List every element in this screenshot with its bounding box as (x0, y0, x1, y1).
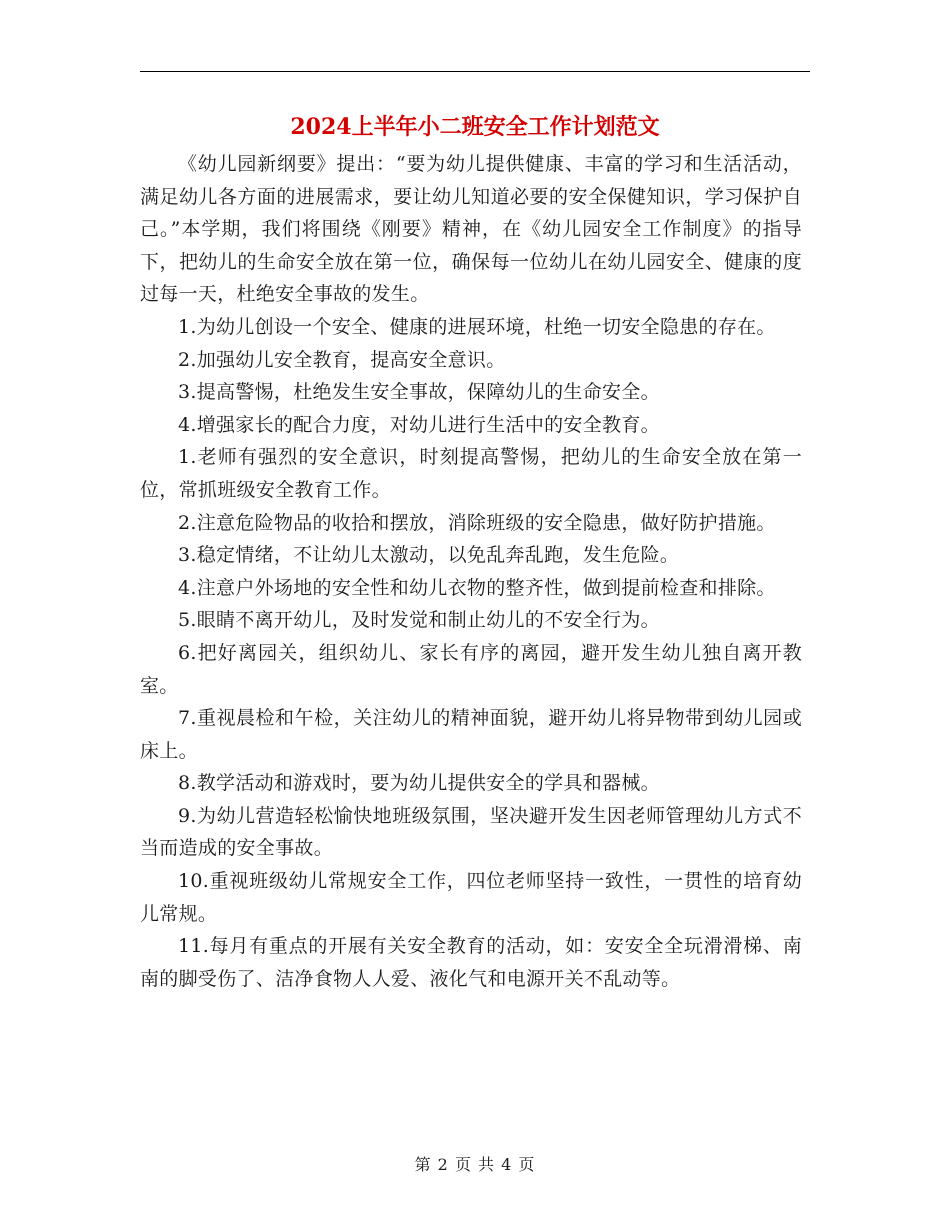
goal-item: 1.为幼儿创设一个安全、健康的进展环境，杜绝一切安全隐患的存在。 (178, 315, 776, 338)
document-body (140, 148, 802, 995)
measure-item: 10.重视班级幼儿常规安全工作，四位老师坚持一致性，一贯性的培育幼儿常规。 (140, 870, 802, 925)
measure-item: 11.每月有重点的开展有关安全教育的活动，如：安安全全玩滑滑梯、南南的脚受伤了、洁净食物人人爱、液化气和电源开关不乱动等。 (140, 935, 802, 990)
measure-item: 9.为幼儿营造轻松愉快地班级氛围，坚决避开发生因老师管理幼儿方式不当而造成的安全事故。 (140, 804, 802, 860)
measure-item: 6.把好离园关，组织幼儿、家长有序的离园，避开发生幼儿独自离开教室。 (140, 641, 802, 697)
measure-item: 7.重视晨检和午检，关注幼儿的精神面貌，避开幼儿将异物带到幼儿园或床上。 (140, 707, 802, 762)
page-number: 第 2 页 共 4 页 (414, 1155, 536, 1174)
goal-item: 2.加强幼儿安全教育，提高安全意识。 (178, 348, 506, 371)
measure-item: 2.注意危险物品的收拾和摆放，消除班级的安全隐患，做好防护措施。 (178, 511, 776, 534)
header-rule (140, 71, 810, 72)
measure-item: 3.稳定情绪，不让幼儿太激动，以免乱奔乱跑，发生危险。 (178, 544, 680, 567)
measure-item: 1.老师有强烈的安全意识，时刻提高警惕，把幼儿的生命安全放在第一位，常抓班级安全教育工作。 (140, 446, 802, 501)
goal-item: 3.提高警惕，杜绝发生安全事故，保障幼儿的生命安全。 (178, 381, 660, 404)
measure-item: 8.教学活动和游戏时，要为幼儿提供安全的学具和器械。 (178, 772, 660, 795)
measure-item: 4.注意户外场地的安全性和幼儿衣物的整齐性，做到提前检查和排除。 (178, 576, 776, 599)
document-title: 2024上半年小二班安全工作计划范文 (290, 114, 660, 140)
measure-item: 5.眼睛不离开幼儿，及时发觉和制止幼儿的不安全行为。 (178, 609, 660, 632)
intro-paragraph: 《幼儿园新纲要》提出：“要为幼儿提供健康、丰富的学习和生活活动，满足幼儿各方面的进展需求，要让幼儿知道必要的安全保健知识，学习保护自己。”本学期，我们将围绕《刚要》精神，在《幼儿园安全工作制度》的指导下，把幼儿的生命安全放在第一位，确保每一位幼儿在幼儿园安全、健康的度过每一天，杜绝安全事故的发生。 (140, 153, 802, 306)
goal-item: 4.增强家长的配合力度，对幼儿进行生活中的安全教育。 (178, 413, 660, 436)
